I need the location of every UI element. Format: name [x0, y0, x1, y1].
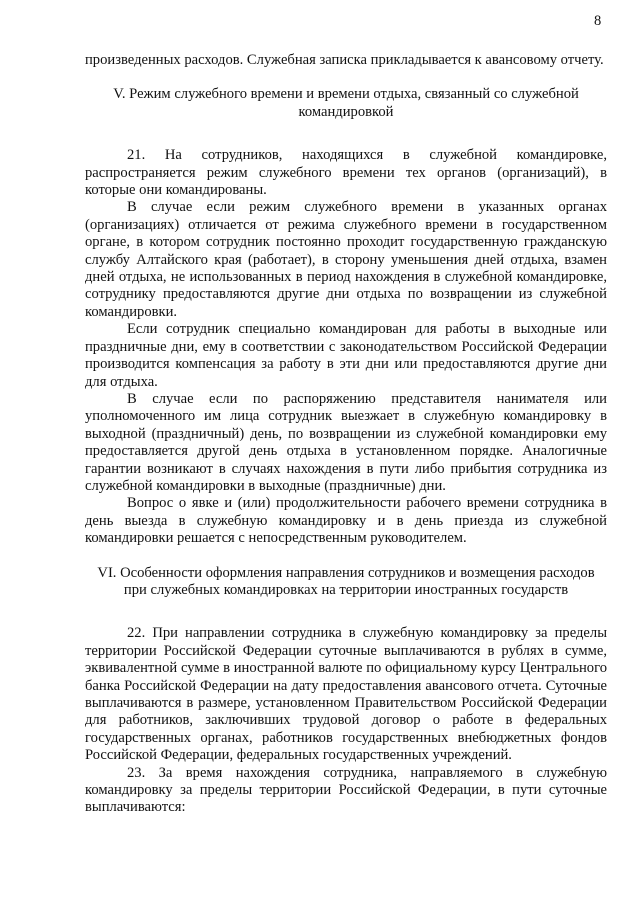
paragraph-21-attendance: Вопрос о явке и (или) продолжительности рабочего времени сотрудника в день выезда в служебную командировку и в день приезда из служебной командировки решается с непосредственным руководителем. — [85, 495, 607, 547]
document-body — [85, 52, 607, 817]
paragraph-23: 23. За время нахождения сотрудника, направляемого в служебную командировку за пределы территории Российской Федерации, в пути суточные выплачиваются: — [85, 764, 607, 816]
section-heading-vi: VI. Особенности оформления направления сотрудников и возмещения расходов при служебных командировках на территории иностранных государств — [97, 564, 595, 598]
paragraph-21-holiday-departure: В случае если по распоряжению представителя нанимателя или уполномоченного им лица сотрудник выезжает в служебную командировку в выходной (праздничный) день, по возвращении из служебной командировки ему предоставляется другой день отдыха в установленном порядке. Аналогичные гарантии возникают в случаях нахождения в пути либо прибытия сотрудника из служебной командировки в выходные (праздничные) дни. — [85, 390, 607, 494]
page-number: 8 — [594, 13, 602, 29]
section-heading-v: V. Режим служебного времени и времени отдыха, связанный со служебной командировкой — [113, 86, 579, 120]
paragraph-continuation: произведенных расходов. Служебная записка прикладывается к авансовому отчету. — [85, 52, 604, 68]
paragraph-21: 21. На сотрудников, находящихся в служебной командировке, распространяется режим служебного времени тех органов (организаций), в которые они командированы. — [85, 147, 607, 199]
paragraph-22: 22. При направлении сотрудника в служебную командировку за пределы территории Российской Федерации суточные выплачиваются в рублях в сумме, эквивалентной сумме в иностранной валюте по официальному курсу Центрального банка Российской Федерации на дату предоставления авансового отчета. Суточные выплачиваются в размере, установленном Правительством Российской Федерации для работников, заключивших трудовой договор о работе в федеральных государственных органах, работников государственных внебюджетных фондов Российской Федерации, федеральных государственных учреждений. — [85, 625, 607, 764]
paragraph-21-holiday-work: Если сотрудник специально командирован для работы в выходные или праздничные дни, ему в соответствии с законодательством Российской Федерации производится компенсация за работу в эти дни или предоставляются другие дни для отдыха. — [85, 321, 607, 390]
paragraph-21-reduced-rest: В случае если режим служебного времени в указанных органах (организациях) отличается от режима служебного времени в государственном органе, в котором сотрудник постоянно проходит государственную гражданскую службу Алтайского края (работает), в сторону уменьшения дней отдыха, взамен дней отдыха, не использованных в период нахождения в служебной командировке, сотруднику предоставляются другие дни отдыха по возвращении из служебной командировки. — [85, 199, 607, 320]
